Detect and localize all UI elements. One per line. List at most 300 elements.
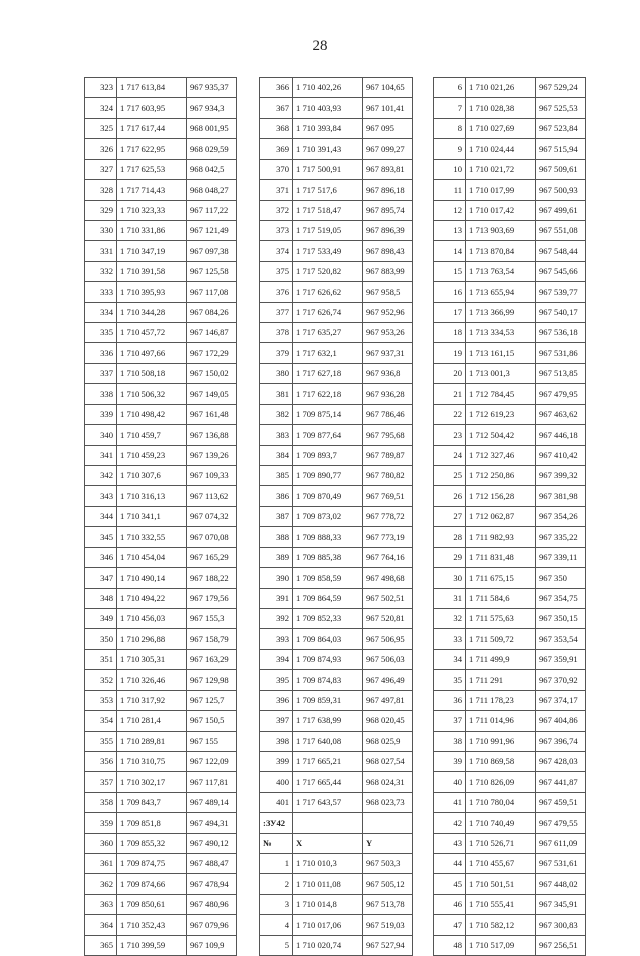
- table-row: [260, 404, 413, 424]
- y-coordinate-cell: 967 898,43: [363, 241, 413, 261]
- y-coordinate-cell: 967 488,47: [187, 854, 237, 874]
- table-row: [260, 139, 413, 159]
- x-coordinate-cell: 1 711 575,63: [466, 608, 536, 628]
- point-number-cell: 342: [85, 466, 117, 486]
- point-number-cell: 348: [85, 588, 117, 608]
- x-coordinate-cell: 1 717 638,99: [293, 711, 363, 731]
- table-row: [85, 813, 237, 833]
- point-number-cell: 31: [434, 588, 466, 608]
- point-number-cell: 324: [85, 98, 117, 118]
- y-coordinate-cell: 968 027,54: [363, 751, 413, 771]
- y-coordinate-cell: 967 780,82: [363, 466, 413, 486]
- y-coordinate-cell: 967 795,68: [363, 425, 413, 445]
- x-coordinate-cell: 1 717 603,95: [117, 98, 187, 118]
- table-row: [85, 200, 237, 220]
- x-coordinate-cell: 1 709 890,77: [293, 466, 363, 486]
- x-coordinate-cell: 1 710 457,72: [117, 323, 187, 343]
- x-coordinate-cell: 1 711 982,93: [466, 527, 536, 547]
- section-label-row: [260, 813, 413, 833]
- point-number-cell: 29: [434, 547, 466, 567]
- x-coordinate-cell: 1 711 584,6: [466, 588, 536, 608]
- point-number-cell: 12: [434, 200, 466, 220]
- point-number-cell: 377: [260, 302, 293, 322]
- table-row: [434, 200, 586, 220]
- point-number-cell: 361: [85, 854, 117, 874]
- x-coordinate-cell: 1 710 281,4: [117, 711, 187, 731]
- point-number-cell: 376: [260, 282, 293, 302]
- x-coordinate-cell: 1 710 498,42: [117, 404, 187, 424]
- point-number-cell: 367: [260, 98, 293, 118]
- table-row: [85, 343, 237, 363]
- table-row: [260, 588, 413, 608]
- x-coordinate-cell: 1 710 024,44: [466, 139, 536, 159]
- point-number-cell: 10: [434, 159, 466, 179]
- point-number-cell: 40: [434, 772, 466, 792]
- point-number-cell: 9: [434, 139, 466, 159]
- x-coordinate-cell: 1 717 533,49: [293, 241, 363, 261]
- x-coordinate-cell: 1 709 888,33: [293, 527, 363, 547]
- table-row: [260, 323, 413, 343]
- y-coordinate-cell: 967 155,3: [187, 608, 237, 628]
- table-row: [434, 363, 586, 383]
- x-coordinate-cell: 1 717 519,05: [293, 220, 363, 240]
- point-number-cell: 351: [85, 649, 117, 669]
- y-coordinate-cell: 967 441,87: [536, 772, 586, 792]
- x-coordinate-cell: 1 710 307,6: [117, 466, 187, 486]
- table-row: [85, 568, 237, 588]
- table-row: [260, 527, 413, 547]
- table-row: [434, 568, 586, 588]
- x-coordinate-cell: 1 710 740,49: [466, 813, 536, 833]
- point-number-cell: 48: [434, 935, 466, 955]
- point-number-cell: 400: [260, 772, 293, 792]
- x-coordinate-cell: 1 710 403,93: [293, 98, 363, 118]
- table-row: [260, 486, 413, 506]
- y-coordinate-cell: 967 506,95: [363, 629, 413, 649]
- x-coordinate-cell: 1 710 991,96: [466, 731, 536, 751]
- x-coordinate-cell: 1 710 017,99: [466, 180, 536, 200]
- x-coordinate-cell: 1 709 864,59: [293, 588, 363, 608]
- x-coordinate-cell: 1 712 619,23: [466, 404, 536, 424]
- point-number-cell: 399: [260, 751, 293, 771]
- table-row: [434, 180, 586, 200]
- x-coordinate-cell: 1 710 517,09: [466, 935, 536, 955]
- x-coordinate-cell: 1 710 021,72: [466, 159, 536, 179]
- table-row: [434, 547, 586, 567]
- table-row: [434, 78, 586, 98]
- x-coordinate-cell: 1 710 028,38: [466, 98, 536, 118]
- table-row: [434, 813, 586, 833]
- x-coordinate-cell: 1 710 780,04: [466, 792, 536, 812]
- point-number-cell: 384: [260, 445, 293, 465]
- table-row: [85, 588, 237, 608]
- table-row: [260, 343, 413, 363]
- y-coordinate-cell: 967 936,28: [363, 384, 413, 404]
- table-row: [434, 731, 586, 751]
- table-row: [260, 180, 413, 200]
- y-coordinate-cell: 967 500,93: [536, 180, 586, 200]
- x-coordinate-cell: 1 711 509,72: [466, 629, 536, 649]
- x-coordinate-cell: 1 717 617,44: [117, 118, 187, 138]
- table-row: [434, 343, 586, 363]
- point-number-cell: 3: [260, 894, 293, 914]
- y-coordinate-cell: 967 953,26: [363, 323, 413, 343]
- point-number-cell: 2: [260, 874, 293, 894]
- table-row: [434, 588, 586, 608]
- y-coordinate-cell: 967 359,91: [536, 649, 586, 669]
- table-row: [260, 751, 413, 771]
- x-coordinate-cell: 1 710 454,04: [117, 547, 187, 567]
- x-coordinate-cell: 1 709 858,59: [293, 568, 363, 588]
- x-coordinate-cell: 1 713 903,69: [466, 220, 536, 240]
- table-row: [85, 220, 237, 240]
- y-coordinate-cell: 967 545,66: [536, 261, 586, 281]
- table-row: [434, 711, 586, 731]
- y-coordinate-cell: 967 396,74: [536, 731, 586, 751]
- table-row: [260, 200, 413, 220]
- point-number-cell: 395: [260, 670, 293, 690]
- table-row: [260, 568, 413, 588]
- x-coordinate-cell: 1 710 323,33: [117, 200, 187, 220]
- y-coordinate-cell: 967 497,81: [363, 690, 413, 710]
- x-coordinate-cell: 1 709 843,7: [117, 792, 187, 812]
- y-coordinate-cell: 968 042,5: [187, 159, 237, 179]
- y-coordinate-cell: 967 136,88: [187, 425, 237, 445]
- x-coordinate-cell: 1 710 310,75: [117, 751, 187, 771]
- y-coordinate-cell: 967 498,68: [363, 568, 413, 588]
- y-coordinate-cell: 967 531,61: [536, 854, 586, 874]
- x-coordinate-cell: 1 709 893,7: [293, 445, 363, 465]
- y-coordinate-cell: 967 350: [536, 568, 586, 588]
- point-number-cell: 340: [85, 425, 117, 445]
- point-number-cell: 326: [85, 139, 117, 159]
- x-coordinate-cell: 1 710 341,1: [117, 506, 187, 526]
- table-row: [434, 323, 586, 343]
- point-number-cell: 332: [85, 261, 117, 281]
- x-coordinate-cell: 1 710 020,74: [293, 935, 363, 955]
- point-number-cell: 387: [260, 506, 293, 526]
- point-number-cell: 333: [85, 282, 117, 302]
- table-row: [260, 220, 413, 240]
- x-coordinate-cell: 1 712 156,28: [466, 486, 536, 506]
- table-row: [260, 98, 413, 118]
- y-coordinate-cell: 967 109,33: [187, 466, 237, 486]
- x-coordinate-cell: 1 709 852,33: [293, 608, 363, 628]
- table-row: [434, 445, 586, 465]
- point-number-cell: 380: [260, 363, 293, 383]
- point-number-cell: 30: [434, 568, 466, 588]
- table-row: [434, 241, 586, 261]
- point-number-cell: 18: [434, 323, 466, 343]
- point-number-cell: 343: [85, 486, 117, 506]
- point-number-cell: 397: [260, 711, 293, 731]
- x-coordinate-cell: 1 710 455,67: [466, 854, 536, 874]
- y-coordinate-cell: 967 525,53: [536, 98, 586, 118]
- x-coordinate-cell: 1 717 627,18: [293, 363, 363, 383]
- y-coordinate-cell: 967 937,31: [363, 343, 413, 363]
- y-coordinate-cell: 967 531,86: [536, 343, 586, 363]
- y-coordinate-cell: 967 506,03: [363, 649, 413, 669]
- point-number-cell: 379: [260, 343, 293, 363]
- y-coordinate-cell: 968 020,45: [363, 711, 413, 731]
- point-number-cell: 34: [434, 649, 466, 669]
- y-coordinate-cell: 968 048,27: [187, 180, 237, 200]
- y-coordinate-cell: 967 172,29: [187, 343, 237, 363]
- y-coordinate-cell: 967 540,17: [536, 302, 586, 322]
- table-row: [260, 608, 413, 628]
- y-coordinate-cell: 967 161,48: [187, 404, 237, 424]
- x-coordinate-cell: 1 709 873,02: [293, 506, 363, 526]
- x-coordinate-cell: 1 717 626,74: [293, 302, 363, 322]
- y-coordinate-cell: 967 934,3: [187, 98, 237, 118]
- point-number-cell: 381: [260, 384, 293, 404]
- coordinates-table-3: [433, 77, 586, 956]
- point-number-cell: 346: [85, 547, 117, 567]
- y-coordinate-cell: 967 503,3: [363, 854, 413, 874]
- point-number-cell: 338: [85, 384, 117, 404]
- x-coordinate-cell: 1 713 001,3: [466, 363, 536, 383]
- point-number-cell: 38: [434, 731, 466, 751]
- y-coordinate-cell: 968 029,59: [187, 139, 237, 159]
- x-coordinate-cell: 1 712 784,45: [466, 384, 536, 404]
- x-coordinate-cell: 1 710 331,86: [117, 220, 187, 240]
- x-coordinate-cell: 1 709 875,14: [293, 404, 363, 424]
- point-number-cell: 337: [85, 363, 117, 383]
- y-coordinate-cell: 967 121,49: [187, 220, 237, 240]
- x-coordinate-cell: 1 717 643,57: [293, 792, 363, 812]
- point-number-cell: 341: [85, 445, 117, 465]
- y-coordinate-cell: 967 374,17: [536, 690, 586, 710]
- point-number-cell: 33: [434, 629, 466, 649]
- number-header: №: [260, 833, 293, 853]
- point-number-cell: 335: [85, 323, 117, 343]
- y-coordinate-cell: 967 095: [363, 118, 413, 138]
- table-row: [434, 527, 586, 547]
- x-coordinate-cell: 1 709 885,38: [293, 547, 363, 567]
- y-coordinate-cell: 967 104,65: [363, 78, 413, 98]
- table-row: [260, 363, 413, 383]
- x-coordinate-cell: 1 710 393,84: [293, 118, 363, 138]
- x-coordinate-cell: 1 712 504,42: [466, 425, 536, 445]
- y-coordinate-cell: 967 122,09: [187, 751, 237, 771]
- point-number-cell: 363: [85, 894, 117, 914]
- y-coordinate-cell: 967 489,14: [187, 792, 237, 812]
- table-row: [434, 915, 586, 935]
- y-coordinate-cell: 967 769,51: [363, 486, 413, 506]
- empty-cell: [293, 813, 363, 833]
- point-number-cell: 20: [434, 363, 466, 383]
- x-coordinate-cell: 1 710 582,12: [466, 915, 536, 935]
- table-row: [434, 874, 586, 894]
- table-row: [260, 690, 413, 710]
- x-coordinate-cell: 1 709 851,8: [117, 813, 187, 833]
- table-row: [260, 935, 413, 955]
- x-coordinate-cell: 1 710 317,92: [117, 690, 187, 710]
- x-coordinate-cell: 1 713 366,99: [466, 302, 536, 322]
- x-coordinate-cell: 1 717 622,95: [117, 139, 187, 159]
- table-row: [434, 159, 586, 179]
- table-row: [434, 466, 586, 486]
- y-coordinate-cell: 967 070,08: [187, 527, 237, 547]
- table-row: [260, 731, 413, 751]
- point-number-cell: 382: [260, 404, 293, 424]
- y-coordinate-cell: 967 499,61: [536, 200, 586, 220]
- point-number-cell: 323: [85, 78, 117, 98]
- point-number-cell: 358: [85, 792, 117, 812]
- table-row: [434, 772, 586, 792]
- x-coordinate-cell: 1 717 518,47: [293, 200, 363, 220]
- y-coordinate-cell: 967 109,9: [187, 935, 237, 955]
- table-row: [434, 751, 586, 771]
- y-coordinate-cell: 967 335,22: [536, 527, 586, 547]
- x-coordinate-cell: 1 710 402,26: [293, 78, 363, 98]
- y-coordinate-cell: 967 505,12: [363, 874, 413, 894]
- x-coordinate-cell: 1 709 877,64: [293, 425, 363, 445]
- point-number-cell: 36: [434, 690, 466, 710]
- point-number-cell: 349: [85, 608, 117, 628]
- point-number-cell: 27: [434, 506, 466, 526]
- y-coordinate-cell: 967 539,77: [536, 282, 586, 302]
- point-number-cell: 21: [434, 384, 466, 404]
- y-coordinate-cell: 967 139,26: [187, 445, 237, 465]
- point-number-cell: 41: [434, 792, 466, 812]
- x-coordinate-cell: 1 710 490,14: [117, 568, 187, 588]
- coordinates-table-1: [84, 77, 237, 956]
- x-coordinate-cell: 1 710 011,08: [293, 874, 363, 894]
- x-coordinate-cell: 1 710 316,13: [117, 486, 187, 506]
- point-number-cell: 401: [260, 792, 293, 812]
- point-number-cell: 362: [85, 874, 117, 894]
- point-number-cell: 5: [260, 935, 293, 955]
- point-number-cell: 13: [434, 220, 466, 240]
- table-row: [260, 466, 413, 486]
- table-row: [260, 282, 413, 302]
- x-coordinate-cell: 1 709 855,32: [117, 833, 187, 853]
- x-coordinate-cell: 1 710 017,06: [293, 915, 363, 935]
- x-coordinate-cell: 1 717 520,82: [293, 261, 363, 281]
- x-coordinate-cell: 1 710 014,8: [293, 894, 363, 914]
- point-number-cell: 386: [260, 486, 293, 506]
- y-coordinate-cell: 967 611,09: [536, 833, 586, 853]
- y-coordinate-cell: 967 399,32: [536, 466, 586, 486]
- y-coordinate-cell: 967 496,49: [363, 670, 413, 690]
- section-label: :ЗУ42: [260, 813, 293, 833]
- x-coordinate-cell: 1 710 501,51: [466, 874, 536, 894]
- x-coordinate-cell: 1 709 859,31: [293, 690, 363, 710]
- y-coordinate-cell: 967 354,75: [536, 588, 586, 608]
- point-number-cell: 39: [434, 751, 466, 771]
- point-number-cell: 390: [260, 568, 293, 588]
- y-coordinate-cell: 967 410,42: [536, 445, 586, 465]
- y-coordinate-cell: 967 117,22: [187, 200, 237, 220]
- x-coordinate-cell: 1 710 332,55: [117, 527, 187, 547]
- y-coordinate-cell: 967 428,03: [536, 751, 586, 771]
- x-coordinate-cell: 1 709 864,03: [293, 629, 363, 649]
- table-row: [260, 547, 413, 567]
- x-coordinate-cell: 1 710 302,17: [117, 772, 187, 792]
- x-coordinate-cell: 1 710 826,09: [466, 772, 536, 792]
- point-number-cell: 7: [434, 98, 466, 118]
- table-row: [434, 935, 586, 955]
- y-coordinate-cell: 967 513,85: [536, 363, 586, 383]
- table-row: [260, 425, 413, 445]
- table-row: [434, 404, 586, 424]
- point-number-cell: 19: [434, 343, 466, 363]
- point-number-cell: 388: [260, 527, 293, 547]
- x-coordinate-cell: 1 710 395,93: [117, 282, 187, 302]
- point-number-cell: 26: [434, 486, 466, 506]
- point-number-cell: 356: [85, 751, 117, 771]
- y-coordinate-cell: 967 773,19: [363, 527, 413, 547]
- y-coordinate-cell: 967 188,22: [187, 568, 237, 588]
- x-coordinate-cell: 1 710 456,03: [117, 608, 187, 628]
- y-coordinate-cell: 967 513,78: [363, 894, 413, 914]
- point-number-cell: 371: [260, 180, 293, 200]
- y-coordinate-cell: 967 381,98: [536, 486, 586, 506]
- table-row: [434, 649, 586, 669]
- y-coordinate-cell: 967 125,7: [187, 690, 237, 710]
- x-coordinate-cell: 1 717 625,53: [117, 159, 187, 179]
- x-coordinate-cell: 1 717 613,84: [117, 78, 187, 98]
- point-number-cell: 11: [434, 180, 466, 200]
- x-coordinate-cell: 1 717 640,08: [293, 731, 363, 751]
- x-coordinate-cell: 1 710 399,59: [117, 935, 187, 955]
- table-row: [85, 363, 237, 383]
- table-row: [434, 302, 586, 322]
- table-row: [434, 608, 586, 628]
- y-coordinate-cell: 967 786,46: [363, 404, 413, 424]
- x-coordinate-cell: 1 713 161,15: [466, 343, 536, 363]
- point-number-cell: 391: [260, 588, 293, 608]
- x-coordinate-cell: 1 710 352,43: [117, 915, 187, 935]
- y-coordinate-cell: 967 480,96: [187, 894, 237, 914]
- x-coordinate-cell: 1 710 869,58: [466, 751, 536, 771]
- point-number-cell: 15: [434, 261, 466, 281]
- point-number-cell: 8: [434, 118, 466, 138]
- x-coordinate-cell: 1 710 526,71: [466, 833, 536, 853]
- y-header: Y: [363, 833, 413, 853]
- y-coordinate-cell: 967 079,96: [187, 915, 237, 935]
- point-number-cell: 14: [434, 241, 466, 261]
- table-row: [260, 302, 413, 322]
- x-coordinate-cell: 1 709 870,49: [293, 486, 363, 506]
- point-number-cell: 325: [85, 118, 117, 138]
- x-header: X: [293, 833, 363, 853]
- point-number-cell: 43: [434, 833, 466, 853]
- point-number-cell: 344: [85, 506, 117, 526]
- point-number-cell: 23: [434, 425, 466, 445]
- y-coordinate-cell: 967 895,74: [363, 200, 413, 220]
- point-number-cell: 366: [260, 78, 293, 98]
- x-coordinate-cell: 1 710 347,19: [117, 241, 187, 261]
- table-row: [434, 425, 586, 445]
- point-number-cell: 355: [85, 731, 117, 751]
- y-coordinate-cell: 967 146,87: [187, 323, 237, 343]
- y-coordinate-cell: 967 163,29: [187, 649, 237, 669]
- point-number-cell: 1: [260, 854, 293, 874]
- point-number-cell: 328: [85, 180, 117, 200]
- y-coordinate-cell: 967 404,86: [536, 711, 586, 731]
- x-coordinate-cell: 1 717 632,1: [293, 343, 363, 363]
- y-coordinate-cell: 967 345,91: [536, 894, 586, 914]
- point-number-cell: 45: [434, 874, 466, 894]
- point-number-cell: 16: [434, 282, 466, 302]
- y-coordinate-cell: 967 896,39: [363, 220, 413, 240]
- table-row: [260, 506, 413, 526]
- x-coordinate-cell: 1 713 763,54: [466, 261, 536, 281]
- x-coordinate-cell: 1 710 344,28: [117, 302, 187, 322]
- point-number-cell: 327: [85, 159, 117, 179]
